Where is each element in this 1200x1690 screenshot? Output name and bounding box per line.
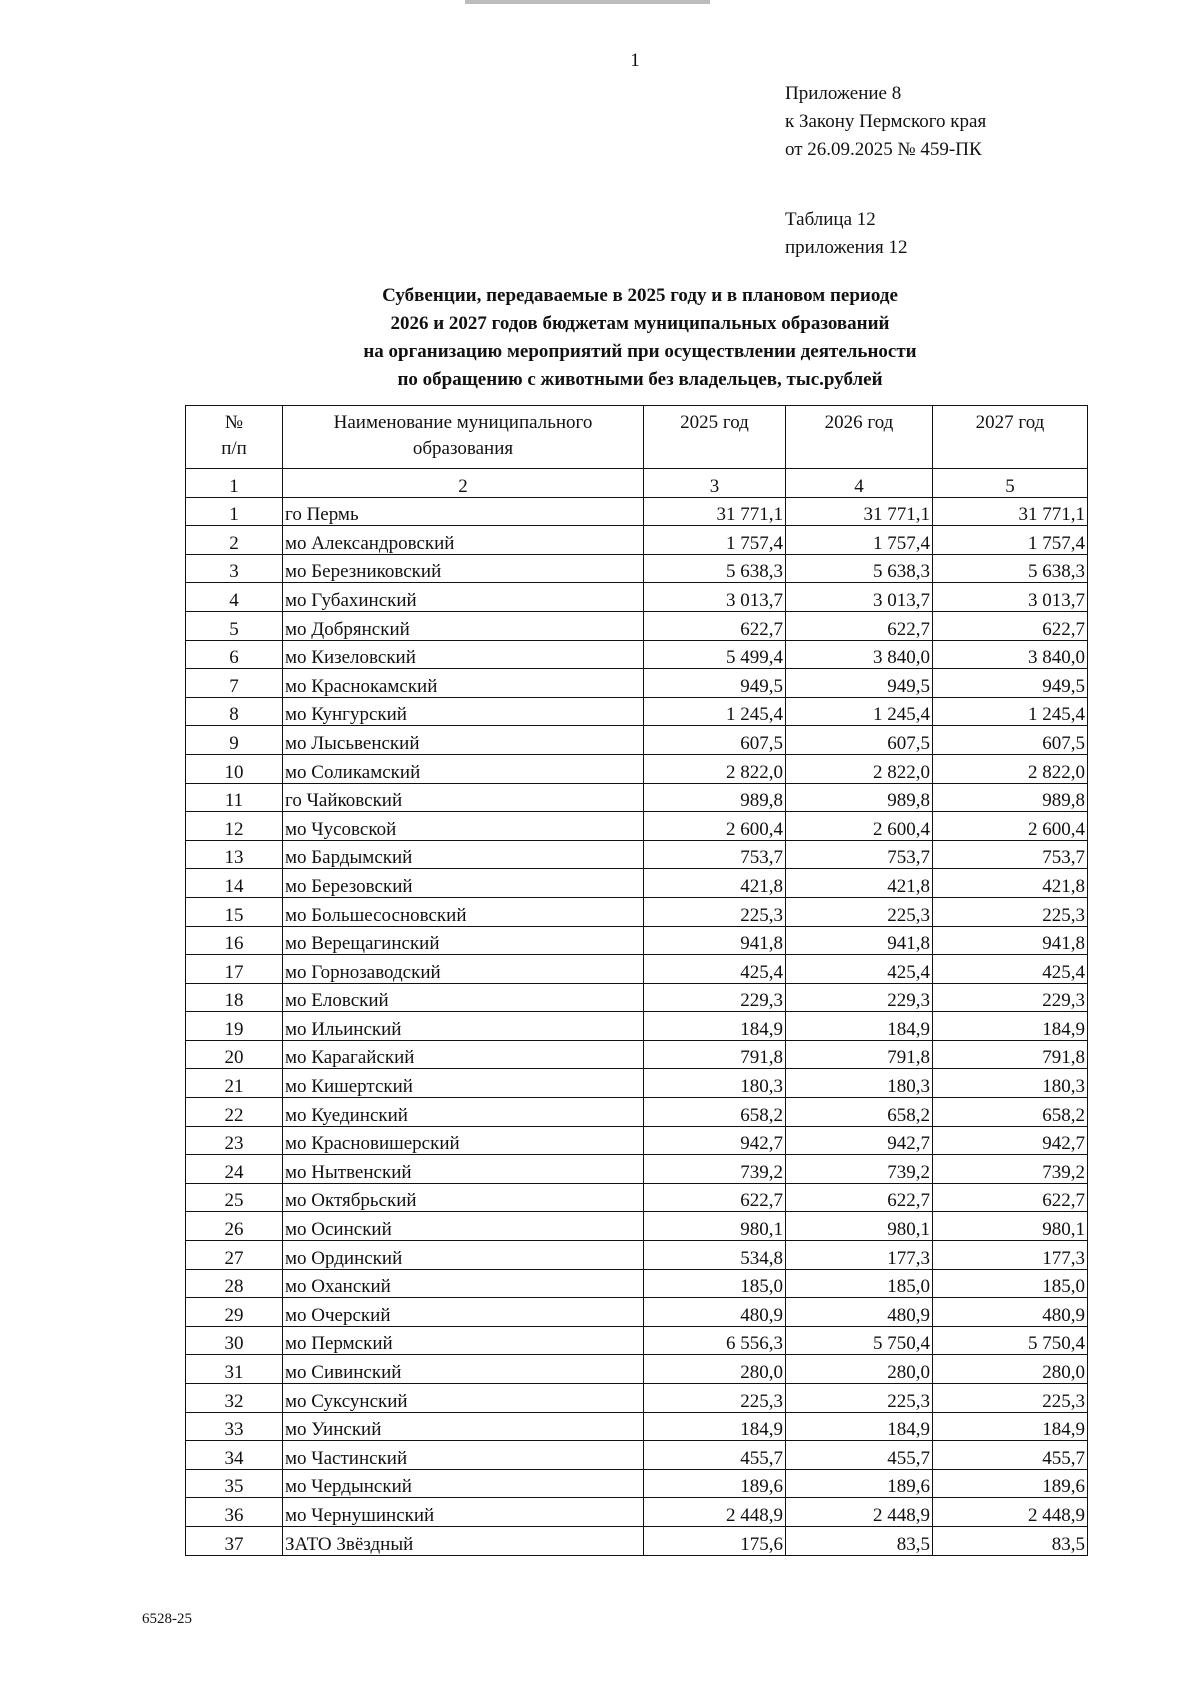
value-2027: 225,3 bbox=[933, 897, 1088, 926]
table-row bbox=[186, 1298, 1088, 1327]
value-2027: 622,7 bbox=[933, 1183, 1088, 1212]
row-number: 10 bbox=[186, 754, 283, 783]
value-2026: 2 600,4 bbox=[786, 812, 933, 841]
row-number: 18 bbox=[186, 983, 283, 1012]
municipality-name: мо Губахинский bbox=[283, 583, 644, 612]
table-reference-line: приложения 12 bbox=[785, 237, 908, 258]
value-2025: 280,0 bbox=[644, 1355, 786, 1384]
value-2027: 189,6 bbox=[933, 1469, 1088, 1498]
value-2026: 3 840,0 bbox=[786, 640, 933, 669]
value-2025: 1 245,4 bbox=[644, 697, 786, 726]
row-number: 33 bbox=[186, 1412, 283, 1441]
municipality-name: го Чайковский bbox=[283, 783, 644, 812]
value-2027: 980,1 bbox=[933, 1212, 1088, 1241]
value-2026: 5 638,3 bbox=[786, 554, 933, 583]
municipality-name: мо Частинский bbox=[283, 1441, 644, 1470]
municipality-name: мо Краснокамский bbox=[283, 669, 644, 698]
table-row bbox=[186, 983, 1088, 1012]
value-2027: 421,8 bbox=[933, 869, 1088, 898]
table-row bbox=[186, 726, 1088, 755]
municipality-name: мо Уинский bbox=[283, 1412, 644, 1441]
appendix-block bbox=[785, 80, 986, 164]
row-number: 2 bbox=[186, 526, 283, 555]
table-row bbox=[186, 1355, 1088, 1384]
value-2026: 177,3 bbox=[786, 1241, 933, 1270]
value-2027: 949,5 bbox=[933, 669, 1088, 698]
municipality-name: мо Бардымский bbox=[283, 840, 644, 869]
header-number bbox=[186, 406, 283, 469]
value-2025: 480,9 bbox=[644, 1298, 786, 1327]
value-2025: 753,7 bbox=[644, 840, 786, 869]
column-number: 1 bbox=[186, 469, 283, 498]
value-2026: 980,1 bbox=[786, 1212, 933, 1241]
title-line: по обращению с животными без владельцев, тыс.рублей bbox=[397, 369, 883, 390]
appendix-line: к Закону Пермского края bbox=[785, 111, 987, 132]
value-2026: 989,8 bbox=[786, 783, 933, 812]
value-2027: 3 840,0 bbox=[933, 640, 1088, 669]
row-number: 28 bbox=[186, 1269, 283, 1298]
value-2025: 421,8 bbox=[644, 869, 786, 898]
column-numbers-row bbox=[186, 469, 1088, 498]
municipality-name: мо Кунгурский bbox=[283, 697, 644, 726]
value-2025: 980,1 bbox=[644, 1212, 786, 1241]
value-2025: 225,3 bbox=[644, 1384, 786, 1413]
value-2026: 184,9 bbox=[786, 1012, 933, 1041]
municipality-name: мо Очерский bbox=[283, 1298, 644, 1327]
municipality-name: мо Куединский bbox=[283, 1098, 644, 1127]
value-2026: 791,8 bbox=[786, 1040, 933, 1069]
value-2025: 5 638,3 bbox=[644, 554, 786, 583]
municipality-name: ЗАТО Звёздный bbox=[283, 1526, 644, 1555]
municipality-name: мо Чусовской bbox=[283, 812, 644, 841]
value-2025: 658,2 bbox=[644, 1098, 786, 1127]
value-2025: 534,8 bbox=[644, 1241, 786, 1270]
table-row bbox=[186, 1384, 1088, 1413]
value-2025: 622,7 bbox=[644, 611, 786, 640]
table-row bbox=[186, 554, 1088, 583]
value-2026: 455,7 bbox=[786, 1441, 933, 1470]
row-number: 4 bbox=[186, 583, 283, 612]
municipality-name: мо Большесосновский bbox=[283, 897, 644, 926]
table-reference bbox=[785, 206, 907, 262]
row-number: 12 bbox=[186, 812, 283, 841]
value-2026: 658,2 bbox=[786, 1098, 933, 1127]
value-2027: 5 638,3 bbox=[933, 554, 1088, 583]
value-2025: 1 757,4 bbox=[644, 526, 786, 555]
table-row bbox=[186, 1326, 1088, 1355]
value-2026: 185,0 bbox=[786, 1269, 933, 1298]
row-number: 17 bbox=[186, 955, 283, 984]
row-number: 36 bbox=[186, 1498, 283, 1527]
row-number: 9 bbox=[186, 726, 283, 755]
table-row bbox=[186, 1126, 1088, 1155]
row-number: 24 bbox=[186, 1155, 283, 1184]
value-2025: 229,3 bbox=[644, 983, 786, 1012]
value-2026: 184,9 bbox=[786, 1412, 933, 1441]
value-2025: 184,9 bbox=[644, 1012, 786, 1041]
value-2026: 180,3 bbox=[786, 1069, 933, 1098]
value-2026: 3 013,7 bbox=[786, 583, 933, 612]
table-row bbox=[186, 840, 1088, 869]
table-row bbox=[186, 1040, 1088, 1069]
municipality-name: мо Верещагинский bbox=[283, 926, 644, 955]
value-2027: 622,7 bbox=[933, 611, 1088, 640]
table-row bbox=[186, 1526, 1088, 1555]
value-2027: 658,2 bbox=[933, 1098, 1088, 1127]
table-row bbox=[186, 1498, 1088, 1527]
row-number: 19 bbox=[186, 1012, 283, 1041]
value-2026: 622,7 bbox=[786, 611, 933, 640]
value-2025: 2 448,9 bbox=[644, 1498, 786, 1527]
header-2025: 2025 год bbox=[644, 406, 786, 469]
value-2026: 425,4 bbox=[786, 955, 933, 984]
value-2025: 949,5 bbox=[644, 669, 786, 698]
row-number: 11 bbox=[186, 783, 283, 812]
table-row bbox=[186, 611, 1088, 640]
table-row bbox=[186, 926, 1088, 955]
value-2026: 941,8 bbox=[786, 926, 933, 955]
subsidies-table bbox=[185, 405, 1088, 1556]
table-row bbox=[186, 1212, 1088, 1241]
value-2026: 949,5 bbox=[786, 669, 933, 698]
row-number: 1 bbox=[186, 497, 283, 526]
value-2026: 2 448,9 bbox=[786, 1498, 933, 1527]
row-number: 15 bbox=[186, 897, 283, 926]
row-number: 30 bbox=[186, 1326, 283, 1355]
value-2027: 225,3 bbox=[933, 1384, 1088, 1413]
header-number-abbr: п/п bbox=[221, 438, 247, 459]
value-2026: 607,5 bbox=[786, 726, 933, 755]
value-2025: 3 013,7 bbox=[644, 583, 786, 612]
municipality-name: мо Добрянский bbox=[283, 611, 644, 640]
municipality-name: мо Пермский bbox=[283, 1326, 644, 1355]
value-2026: 189,6 bbox=[786, 1469, 933, 1498]
row-number: 26 bbox=[186, 1212, 283, 1241]
column-number: 3 bbox=[644, 469, 786, 498]
value-2025: 31 771,1 bbox=[644, 497, 786, 526]
title-line: на организацию мероприятий при осуществлении деятельности bbox=[363, 341, 917, 362]
value-2027: 5 750,4 bbox=[933, 1326, 1088, 1355]
value-2027: 83,5 bbox=[933, 1526, 1088, 1555]
table-row bbox=[186, 1469, 1088, 1498]
table-row bbox=[186, 1155, 1088, 1184]
table-row bbox=[186, 783, 1088, 812]
value-2027: 1 245,4 bbox=[933, 697, 1088, 726]
value-2026: 1 757,4 bbox=[786, 526, 933, 555]
table-row bbox=[186, 812, 1088, 841]
row-number: 16 bbox=[186, 926, 283, 955]
value-2027: 177,3 bbox=[933, 1241, 1088, 1270]
value-2027: 455,7 bbox=[933, 1441, 1088, 1470]
table-row bbox=[186, 1412, 1088, 1441]
municipality-name: мо Ординский bbox=[283, 1241, 644, 1270]
table-row bbox=[186, 497, 1088, 526]
table-row bbox=[186, 897, 1088, 926]
value-2026: 280,0 bbox=[786, 1355, 933, 1384]
column-number: 4 bbox=[786, 469, 933, 498]
header-municipality: Наименование муниципального образования bbox=[283, 406, 644, 469]
value-2027: 739,2 bbox=[933, 1155, 1088, 1184]
value-2027: 280,0 bbox=[933, 1355, 1088, 1384]
title-line: 2026 и 2027 годов бюджетам муниципальных образований bbox=[390, 313, 890, 334]
value-2025: 180,3 bbox=[644, 1069, 786, 1098]
value-2027: 425,4 bbox=[933, 955, 1088, 984]
row-number: 37 bbox=[186, 1526, 283, 1555]
municipality-name: мо Красновишерский bbox=[283, 1126, 644, 1155]
value-2026: 2 822,0 bbox=[786, 754, 933, 783]
value-2026: 480,9 bbox=[786, 1298, 933, 1327]
value-2027: 31 771,1 bbox=[933, 497, 1088, 526]
value-2025: 184,9 bbox=[644, 1412, 786, 1441]
value-2025: 739,2 bbox=[644, 1155, 786, 1184]
value-2027: 791,8 bbox=[933, 1040, 1088, 1069]
row-number: 22 bbox=[186, 1098, 283, 1127]
value-2026: 225,3 bbox=[786, 1384, 933, 1413]
header-2027: 2027 год bbox=[933, 406, 1088, 469]
municipality-name: мо Соликамский bbox=[283, 754, 644, 783]
value-2027: 2 600,4 bbox=[933, 812, 1088, 841]
value-2027: 1 757,4 bbox=[933, 526, 1088, 555]
value-2025: 175,6 bbox=[644, 1526, 786, 1555]
municipality-name: мо Сивинский bbox=[283, 1355, 644, 1384]
column-number: 2 bbox=[283, 469, 644, 498]
value-2027: 184,9 bbox=[933, 1012, 1088, 1041]
row-number: 27 bbox=[186, 1241, 283, 1270]
document-code: 6528-25 bbox=[142, 1611, 192, 1627]
value-2027: 480,9 bbox=[933, 1298, 1088, 1327]
row-number: 7 bbox=[186, 669, 283, 698]
value-2026: 229,3 bbox=[786, 983, 933, 1012]
value-2025: 225,3 bbox=[644, 897, 786, 926]
value-2025: 941,8 bbox=[644, 926, 786, 955]
value-2027: 753,7 bbox=[933, 840, 1088, 869]
row-number: 35 bbox=[186, 1469, 283, 1498]
municipality-name: мо Суксунский bbox=[283, 1384, 644, 1413]
value-2027: 989,8 bbox=[933, 783, 1088, 812]
municipality-name: мо Карагайский bbox=[283, 1040, 644, 1069]
row-number: 13 bbox=[186, 840, 283, 869]
municipality-name: мо Кишертский bbox=[283, 1069, 644, 1098]
title-line: Субвенции, передаваемые в 2025 году и в плановом периоде bbox=[382, 285, 898, 306]
row-number: 5 bbox=[186, 611, 283, 640]
table-row bbox=[186, 697, 1088, 726]
table-row bbox=[186, 955, 1088, 984]
table-row bbox=[186, 669, 1088, 698]
value-2027: 229,3 bbox=[933, 983, 1088, 1012]
table-row bbox=[186, 1069, 1088, 1098]
table-row bbox=[186, 1269, 1088, 1298]
row-number: 3 bbox=[186, 554, 283, 583]
value-2026: 31 771,1 bbox=[786, 497, 933, 526]
table-row bbox=[186, 869, 1088, 898]
row-number: 32 bbox=[186, 1384, 283, 1413]
municipality-name: мо Чернушинский bbox=[283, 1498, 644, 1527]
value-2027: 2 822,0 bbox=[933, 754, 1088, 783]
value-2026: 225,3 bbox=[786, 897, 933, 926]
value-2025: 185,0 bbox=[644, 1269, 786, 1298]
table-row bbox=[186, 1012, 1088, 1041]
value-2027: 941,8 bbox=[933, 926, 1088, 955]
value-2025: 791,8 bbox=[644, 1040, 786, 1069]
municipality-name: мо Ильинский bbox=[283, 1012, 644, 1041]
value-2026: 421,8 bbox=[786, 869, 933, 898]
municipality-name: го Пермь bbox=[283, 497, 644, 526]
table-header-row bbox=[186, 406, 1088, 469]
municipality-name: мо Кизеловский bbox=[283, 640, 644, 669]
value-2025: 607,5 bbox=[644, 726, 786, 755]
value-2027: 185,0 bbox=[933, 1269, 1088, 1298]
value-2027: 607,5 bbox=[933, 726, 1088, 755]
municipality-name: мо Лысьвенский bbox=[283, 726, 644, 755]
value-2027: 180,3 bbox=[933, 1069, 1088, 1098]
municipality-name: мо Горнозаводский bbox=[283, 955, 644, 984]
document-title bbox=[190, 282, 1090, 394]
row-number: 23 bbox=[186, 1126, 283, 1155]
value-2027: 942,7 bbox=[933, 1126, 1088, 1155]
value-2025: 425,4 bbox=[644, 955, 786, 984]
value-2025: 6 556,3 bbox=[644, 1326, 786, 1355]
value-2025: 189,6 bbox=[644, 1469, 786, 1498]
row-number: 31 bbox=[186, 1355, 283, 1384]
table-reference-line: Таблица 12 bbox=[785, 209, 876, 230]
appendix-line: Приложение 8 bbox=[785, 83, 902, 104]
municipality-name: мо Нытвенский bbox=[283, 1155, 644, 1184]
value-2025: 942,7 bbox=[644, 1126, 786, 1155]
value-2027: 2 448,9 bbox=[933, 1498, 1088, 1527]
value-2025: 5 499,4 bbox=[644, 640, 786, 669]
municipality-name: мо Чердынский bbox=[283, 1469, 644, 1498]
row-number: 14 bbox=[186, 869, 283, 898]
table-row bbox=[186, 1441, 1088, 1470]
table-row bbox=[186, 583, 1088, 612]
value-2026: 83,5 bbox=[786, 1526, 933, 1555]
appendix-line: от 26.09.2025 № 459-ПК bbox=[785, 139, 982, 160]
header-2026: 2026 год bbox=[786, 406, 933, 469]
value-2027: 184,9 bbox=[933, 1412, 1088, 1441]
page-number: 1 bbox=[630, 50, 640, 71]
municipality-name: мо Еловский bbox=[283, 983, 644, 1012]
column-number: 5 bbox=[933, 469, 1088, 498]
value-2025: 2 822,0 bbox=[644, 754, 786, 783]
table-row bbox=[186, 754, 1088, 783]
table-row bbox=[186, 1241, 1088, 1270]
row-number: 6 bbox=[186, 640, 283, 669]
value-2025: 2 600,4 bbox=[644, 812, 786, 841]
value-2026: 1 245,4 bbox=[786, 697, 933, 726]
value-2026: 739,2 bbox=[786, 1155, 933, 1184]
header-number-symbol: № bbox=[224, 412, 244, 433]
municipality-name: мо Березовский bbox=[283, 869, 644, 898]
municipality-name: мо Оханский bbox=[283, 1269, 644, 1298]
value-2025: 455,7 bbox=[644, 1441, 786, 1470]
value-2025: 622,7 bbox=[644, 1183, 786, 1212]
row-number: 25 bbox=[186, 1183, 283, 1212]
municipality-name: мо Березниковский bbox=[283, 554, 644, 583]
municipality-name: мо Осинский bbox=[283, 1212, 644, 1241]
row-number: 20 bbox=[186, 1040, 283, 1069]
row-number: 8 bbox=[186, 697, 283, 726]
value-2026: 753,7 bbox=[786, 840, 933, 869]
value-2026: 622,7 bbox=[786, 1183, 933, 1212]
municipality-name: мо Александровский bbox=[283, 526, 644, 555]
table-row bbox=[186, 1183, 1088, 1212]
table-row bbox=[186, 640, 1088, 669]
value-2027: 3 013,7 bbox=[933, 583, 1088, 612]
value-2026: 5 750,4 bbox=[786, 1326, 933, 1355]
row-number: 34 bbox=[186, 1441, 283, 1470]
value-2026: 942,7 bbox=[786, 1126, 933, 1155]
table-row bbox=[186, 526, 1088, 555]
table-row bbox=[186, 1098, 1088, 1127]
row-number: 21 bbox=[186, 1069, 283, 1098]
scan-artifact bbox=[465, 0, 710, 4]
row-number: 29 bbox=[186, 1298, 283, 1327]
municipality-name: мо Октябрьский bbox=[283, 1183, 644, 1212]
value-2025: 989,8 bbox=[644, 783, 786, 812]
